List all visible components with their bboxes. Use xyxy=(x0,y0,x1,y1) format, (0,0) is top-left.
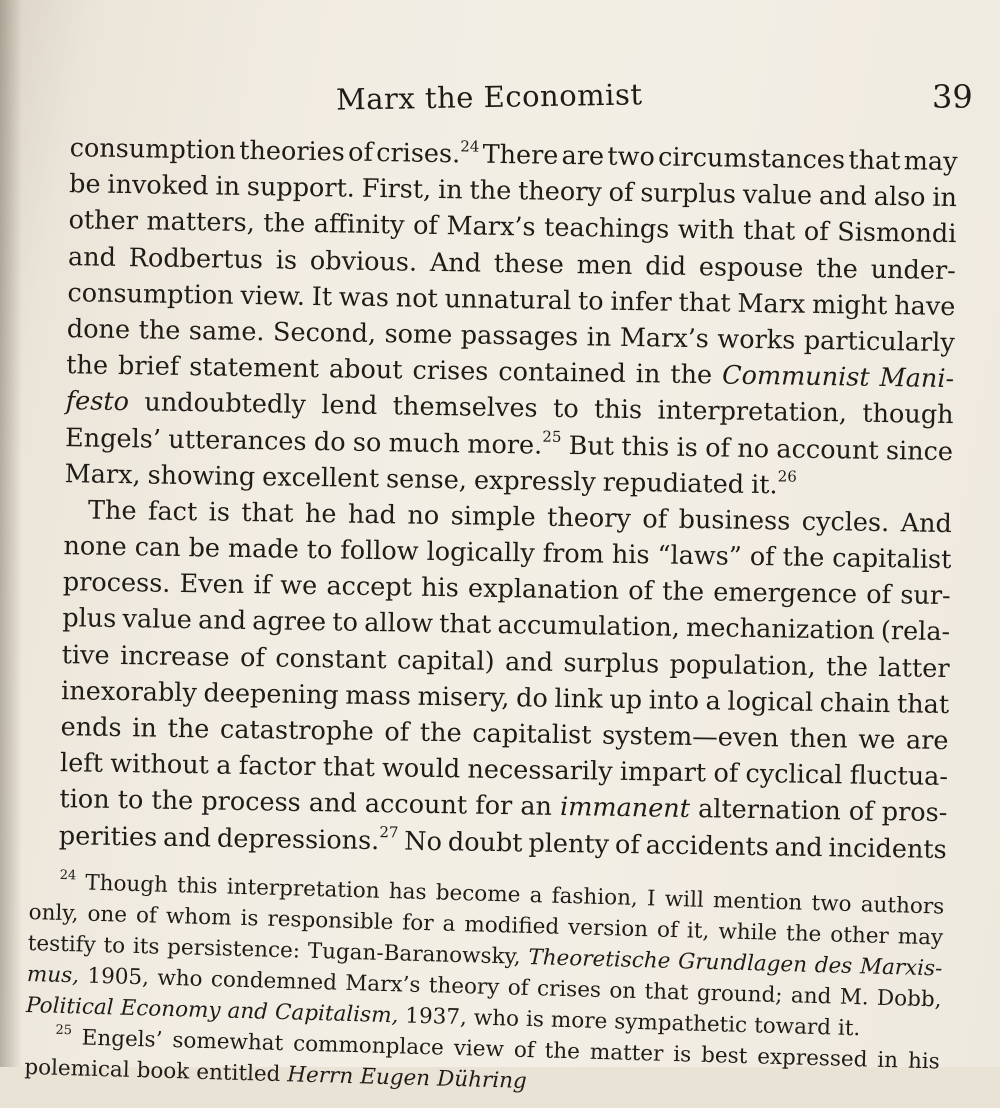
footnote-line: $^{24}$ Though this interpretation has become a fashion, I will mention two authors xyxy=(59,867,945,920)
body-line: ends in the catastrophe of the capitalist system—even then we are xyxy=(60,712,949,757)
body-line: perities and depressions.$^{27}$ No doubt plenty of accidents and incidents xyxy=(58,820,947,865)
body-line: plus value and agree to allow that accumulation, mechanization (rela- xyxy=(62,603,951,648)
body-line: process. Even if we accept his explanation of the emergence of sur- xyxy=(62,567,951,612)
page-header xyxy=(0,72,1000,122)
footnote-line: $^{25}$ Engels’ somewhat commonplace view of the matter is best expressed in his xyxy=(55,1022,941,1075)
body-line: none can be made to follow logically from his “laws” of the capitalist xyxy=(63,531,952,576)
running-head: Marx the Economist xyxy=(335,77,643,117)
body-line: Marx, showing excellent sense, expressly repudiated it.$^{26}$ xyxy=(64,458,797,501)
footnote-line: only, one of whom is responsible for a modified version of it, while the other may xyxy=(28,899,944,951)
footnote-line: polemical book entitled Herrn Eugen Dühring xyxy=(24,1054,528,1094)
body-line: other matters, the affinity of Marx’s teachings with that of Sismondi xyxy=(68,205,957,250)
footnote-line: Political Economy and Capitalism, 1937, who is more sympathetic toward it. xyxy=(25,992,861,1042)
body-line: tive increase of constant capital) and surplus population, the latter xyxy=(61,639,950,684)
gutter-shadow xyxy=(0,0,22,1067)
body-line: Engels’ utterances do so much more.$^{25}$ But this is of no account since xyxy=(64,422,954,467)
footnotes xyxy=(24,866,945,1108)
body-line: consumption view. It was not unnatural to infer that Marx might have xyxy=(67,277,956,322)
body-line: and Rodbertus is obvious. And these men did espouse the under- xyxy=(67,241,957,286)
body-line: festo undoubtedly lend themselves to this interpretation, though xyxy=(65,386,954,431)
footnote-line: testify to its persistence: Tugan-Baranowsky, Theoretische Grundlagen des Marxis- xyxy=(27,930,943,982)
body-line: done the same. Second, some passages in Marx’s works particularly xyxy=(66,314,955,359)
body-line: The fact is that he had no simple theory of business cycles. And xyxy=(87,495,953,539)
body-line: tion to the process and account for an immanent alternation of pros- xyxy=(59,784,948,829)
body-line: be invoked in support. First, in the theory of surplus value and also in xyxy=(68,169,958,214)
body-line: left without a factor that would necessarily impart of cyclical fluctua- xyxy=(59,748,949,793)
body-line: inexorably deepening mass misery, do link up into a logical chain that xyxy=(60,675,950,720)
body-text xyxy=(47,130,958,868)
page-number: 39 xyxy=(932,78,973,116)
footnote-line: mus, 1905, who condemned Marx’s theory of crises on that ground; and M. Dobb, xyxy=(26,961,942,1013)
body-line: the brief statement about crises contained in the Communist Mani- xyxy=(66,350,955,395)
body-line: consumption theories of crises.$^{24}$ There are two circumstances that may xyxy=(69,133,958,178)
